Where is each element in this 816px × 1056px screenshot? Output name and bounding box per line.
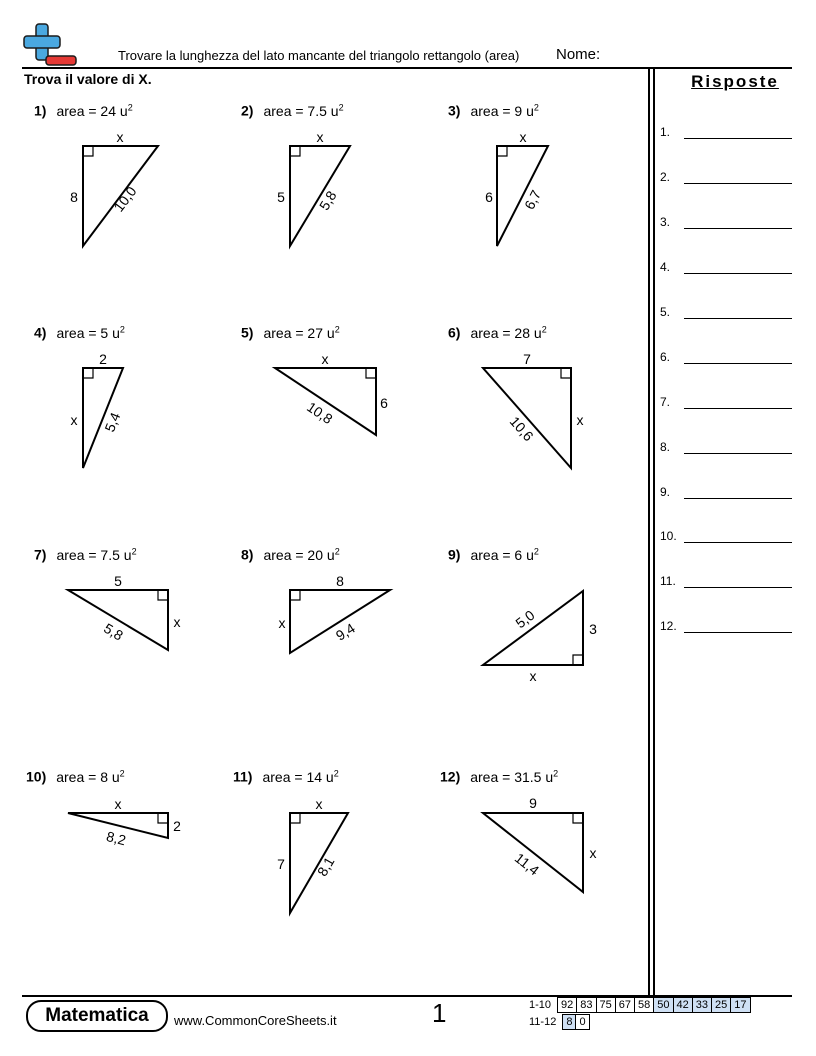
score-cell: 50 bbox=[654, 998, 673, 1013]
problem-area: area = 7.5 $u^2$ bbox=[263, 102, 344, 119]
side-label: 5 bbox=[114, 573, 122, 589]
answer-number: 8. bbox=[660, 440, 671, 454]
answer-line[interactable] bbox=[684, 363, 792, 364]
side-label: 5 bbox=[277, 189, 285, 205]
problem-area: area = 31.5 $u^2$ bbox=[470, 768, 559, 785]
side-label: 5,8 bbox=[315, 187, 340, 213]
triangle-9 bbox=[483, 591, 583, 665]
score-key-label: 11-12 bbox=[529, 1016, 557, 1028]
name-label: Nome: bbox=[556, 46, 601, 63]
answer-number: 2. bbox=[660, 170, 671, 184]
side-label: 9 bbox=[529, 795, 537, 811]
score-cell: 75 bbox=[596, 998, 615, 1013]
answer-row[interactable] bbox=[660, 527, 792, 547]
side-label: x bbox=[519, 129, 527, 145]
score-cell: 33 bbox=[692, 998, 711, 1013]
problem-number: 6) bbox=[448, 324, 461, 341]
score-cell: 0 bbox=[576, 1015, 589, 1030]
side-label: 2 bbox=[173, 818, 181, 834]
answers-divider-right bbox=[653, 68, 655, 996]
side-label: x bbox=[589, 845, 597, 861]
answer-number: 5. bbox=[660, 305, 671, 319]
right-angle-mark bbox=[290, 590, 300, 600]
answer-line[interactable] bbox=[684, 183, 792, 184]
side-label: 5,0 bbox=[512, 606, 538, 632]
answer-number: 6. bbox=[660, 350, 671, 364]
side-label: 10,8 bbox=[304, 398, 336, 428]
right-angle-mark bbox=[561, 368, 571, 378]
problem-number: 3) bbox=[448, 102, 461, 119]
side-label: 3 bbox=[589, 621, 597, 637]
problem-area: area = 9 $u^2$ bbox=[470, 102, 539, 119]
answer-row[interactable] bbox=[660, 572, 792, 592]
score-cell: 83 bbox=[577, 998, 596, 1013]
worksheet-title: Trovare la lunghezza del lato mancante del triangolo rettangolo (area) bbox=[118, 48, 520, 63]
problem-area: area = 14 $u^2$ bbox=[262, 768, 339, 785]
side-label: 2 bbox=[99, 351, 107, 367]
score-key-label: 1-10 bbox=[529, 999, 552, 1011]
side-label: 7 bbox=[523, 351, 531, 367]
score-key-row-1 bbox=[526, 997, 751, 1013]
answer-line[interactable] bbox=[684, 587, 792, 588]
score-cell: 92 bbox=[558, 998, 577, 1013]
side-label: 10,6 bbox=[506, 413, 537, 445]
right-angle-mark bbox=[573, 655, 583, 665]
answer-number: 10. bbox=[660, 529, 677, 543]
problem-area: area = 6 $u^2$ bbox=[470, 546, 539, 563]
right-angle-mark bbox=[573, 813, 583, 823]
answer-line[interactable] bbox=[684, 498, 792, 499]
side-label: 9,4 bbox=[332, 619, 358, 644]
problem-area: area = 5 $u^2$ bbox=[56, 324, 125, 341]
problem-number: 4) bbox=[34, 324, 47, 341]
answer-number: 11. bbox=[660, 574, 676, 588]
right-angle-mark bbox=[83, 368, 93, 378]
problem-area: area = 7.5 $u^2$ bbox=[56, 546, 137, 563]
answer-row[interactable] bbox=[660, 348, 792, 368]
right-angle-mark bbox=[497, 146, 507, 156]
right-angle-mark bbox=[158, 590, 168, 600]
website-link[interactable]: www.CommonCoreSheets.it bbox=[174, 1013, 337, 1028]
problem-number: 5) bbox=[241, 324, 254, 341]
right-angle-mark bbox=[158, 813, 168, 823]
right-angle-mark bbox=[83, 146, 93, 156]
answer-row[interactable] bbox=[660, 123, 792, 143]
answer-number: 4. bbox=[660, 260, 671, 274]
side-label: x bbox=[321, 351, 329, 367]
answer-number: 12. bbox=[660, 619, 677, 633]
problem-number: 7) bbox=[34, 546, 47, 563]
problem-area: area = 24 $u^2$ bbox=[56, 102, 133, 119]
side-label: 6,7 bbox=[520, 187, 545, 213]
problem-number: 12) bbox=[440, 768, 461, 785]
answer-row[interactable] bbox=[660, 393, 792, 413]
side-label: x bbox=[70, 412, 78, 428]
score-cell: 17 bbox=[731, 998, 750, 1013]
side-label: x bbox=[173, 614, 181, 630]
side-label: x bbox=[315, 796, 323, 812]
problem-number: 11) bbox=[233, 768, 253, 785]
side-label: 8 bbox=[336, 573, 344, 589]
side-label: 6 bbox=[485, 189, 493, 205]
answer-line[interactable] bbox=[684, 228, 792, 229]
problem-area: area = 27 $u^2$ bbox=[263, 324, 340, 341]
score-cell: 58 bbox=[635, 998, 654, 1013]
right-angle-mark bbox=[366, 368, 376, 378]
score-cell: 8 bbox=[563, 1015, 576, 1030]
answer-line[interactable] bbox=[684, 542, 792, 543]
triangle-6 bbox=[483, 368, 571, 468]
side-label: 8 bbox=[70, 189, 78, 205]
side-label: 5,8 bbox=[101, 619, 127, 644]
side-label: x bbox=[114, 796, 122, 812]
triangle-12 bbox=[483, 813, 583, 892]
side-label: 11,4 bbox=[511, 849, 543, 879]
side-label: x bbox=[316, 129, 324, 145]
answer-row[interactable] bbox=[660, 258, 792, 278]
side-label: 8,1 bbox=[313, 854, 338, 879]
answers-title: Risposte bbox=[691, 72, 779, 91]
answer-row[interactable] bbox=[660, 213, 792, 233]
side-label: 8,2 bbox=[104, 828, 128, 849]
problem-number: 10) bbox=[26, 768, 47, 785]
answer-number: 9. bbox=[660, 485, 671, 499]
triangle-8 bbox=[290, 590, 390, 653]
problem-number: 2) bbox=[241, 102, 254, 119]
answer-number: 1. bbox=[660, 125, 671, 139]
side-label: 7 bbox=[277, 856, 285, 872]
instructions: Trova il valore di X. bbox=[24, 71, 152, 87]
side-label: 6 bbox=[380, 395, 388, 411]
answers-divider-left bbox=[648, 68, 650, 996]
right-angle-mark bbox=[290, 146, 300, 156]
score-cell: 42 bbox=[673, 998, 692, 1013]
side-label: 5,4 bbox=[101, 410, 124, 435]
answer-line[interactable] bbox=[684, 632, 792, 633]
problem-number: 8) bbox=[241, 546, 254, 563]
answer-line[interactable] bbox=[684, 453, 792, 454]
answer-line[interactable] bbox=[684, 138, 792, 139]
page-number: 1 bbox=[432, 998, 447, 1028]
problem-area: area = 28 $u^2$ bbox=[470, 324, 547, 341]
score-key-row-2 bbox=[526, 1014, 590, 1030]
side-label: x bbox=[116, 129, 124, 145]
problem-area: area = 20 $u^2$ bbox=[263, 546, 340, 563]
answer-row[interactable] bbox=[660, 617, 792, 637]
answer-line[interactable] bbox=[684, 273, 792, 274]
answer-row[interactable] bbox=[660, 483, 792, 503]
problem-number: 1) bbox=[34, 102, 47, 119]
answer-line[interactable] bbox=[684, 408, 792, 409]
answer-line[interactable] bbox=[684, 318, 792, 319]
answer-row[interactable] bbox=[660, 438, 792, 458]
answer-number: 7. bbox=[660, 395, 671, 409]
problem-area: area = 8 $u^2$ bbox=[56, 768, 125, 785]
right-angle-mark bbox=[290, 813, 300, 823]
side-label: x bbox=[529, 668, 537, 684]
score-cell: 67 bbox=[615, 998, 634, 1013]
score-cell: 25 bbox=[712, 998, 731, 1013]
answer-row[interactable] bbox=[660, 303, 792, 323]
side-label: x bbox=[576, 412, 584, 428]
brand-badge: Matematica bbox=[26, 1000, 168, 1032]
answer-row[interactable] bbox=[660, 168, 792, 188]
side-label: 10,0 bbox=[110, 183, 140, 215]
problem-number: 9) bbox=[448, 546, 461, 563]
answer-number: 3. bbox=[660, 215, 671, 229]
side-label: x bbox=[278, 615, 286, 631]
